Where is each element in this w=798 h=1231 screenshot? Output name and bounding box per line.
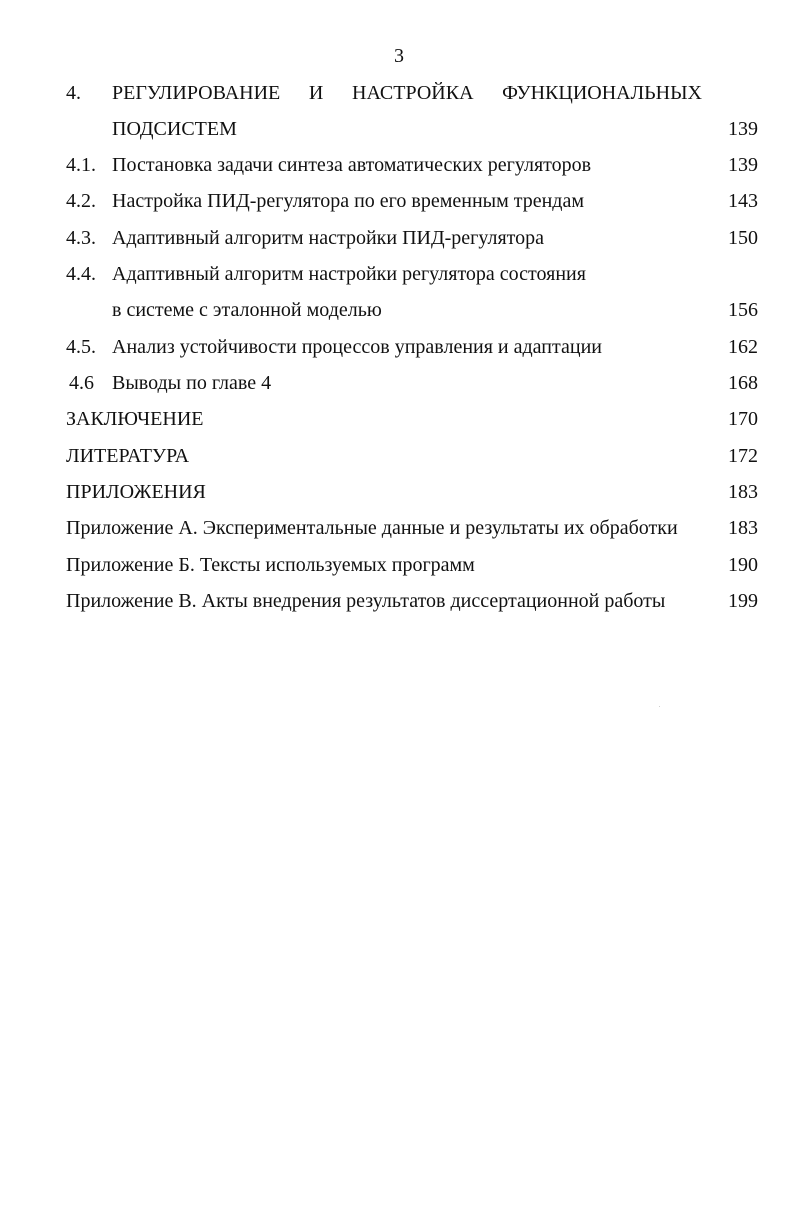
toc-entry-title: Приложение А. Экспериментальные данные и результаты их обработки	[66, 517, 678, 539]
toc-entry-cont	[66, 297, 758, 323]
toc-page-number: 156	[728, 299, 758, 321]
toc-entry	[66, 152, 758, 178]
toc-entry	[66, 588, 758, 614]
toc-entry	[66, 479, 758, 505]
toc-entry-title-cont: в системе с эталонной моделью	[112, 299, 382, 321]
toc-chapter-title-word: ФУНКЦИОНАЛЬНЫХ	[502, 82, 702, 104]
toc-entry-number: 4.5.	[66, 336, 96, 358]
toc-entry	[66, 406, 758, 432]
toc-entry-title: Приложение В. Акты внедрения результатов диссертационной работы	[66, 590, 666, 612]
toc-page-number: 172	[728, 445, 758, 467]
toc-entry-title: Анализ устойчивости процессов управления и адаптации	[112, 336, 602, 358]
toc-entry	[66, 370, 758, 396]
toc-chapter-number: 4.	[66, 82, 81, 104]
toc-page-number: 143	[728, 190, 758, 212]
toc-entry-number: 4.6	[69, 372, 94, 394]
toc-entry-title: Выводы по главе 4	[112, 372, 272, 394]
toc-entry-title: Приложение Б. Тексты используемых программ	[66, 554, 475, 576]
toc-page-number: 168	[728, 372, 758, 394]
toc-entry-title: ЗАКЛЮЧЕНИЕ	[66, 408, 204, 430]
toc-chapter-title-word: НАСТРОЙКА	[352, 82, 474, 104]
toc-entry	[66, 188, 758, 214]
toc-chapter-title-word: И	[308, 82, 324, 104]
toc-page-number: 150	[728, 227, 758, 249]
toc-entry	[66, 515, 758, 541]
toc-entry-title: Постановка задачи синтеза автоматических регуляторов	[112, 154, 592, 176]
toc-entry-number: 4.1.	[66, 154, 96, 176]
toc-chapter-title-cont: ПОДСИСТЕМ	[112, 118, 237, 140]
toc-chapter-heading	[66, 80, 758, 106]
toc-entry-title: Адаптивный алгоритм настройки регулятора состояния	[112, 263, 586, 285]
toc-chapter-title-word: РЕГУЛИРОВАНИЕ	[112, 82, 281, 104]
toc-entry-number: 4.4.	[66, 263, 96, 285]
toc-entry-number: 4.2.	[66, 190, 96, 212]
toc-entry	[66, 552, 758, 578]
toc-chapter-title	[112, 80, 702, 106]
toc-page-number: 199	[728, 590, 758, 612]
toc-entry	[66, 225, 758, 251]
scan-speck	[659, 706, 660, 707]
toc-page-number: 183	[728, 481, 758, 503]
toc-entry-title: Адаптивный алгоритм настройки ПИД-регулятора	[112, 227, 544, 249]
toc-page-number: 162	[728, 336, 758, 358]
toc-entry	[66, 261, 758, 287]
toc-entry	[66, 443, 758, 469]
toc-chapter-heading-cont	[66, 116, 758, 142]
toc-entry	[66, 334, 758, 360]
page-number: 3	[394, 45, 404, 67]
toc-page-number: 139	[728, 118, 758, 140]
toc-entry-title: ЛИТЕРАТУРА	[66, 445, 190, 467]
toc-page-number: 190	[728, 554, 758, 576]
toc-entry-title: ПРИЛОЖЕНИЯ	[66, 481, 206, 503]
toc-page-number: 183	[728, 517, 758, 539]
toc-entry-title: Настройка ПИД-регулятора по его временным трендам	[112, 190, 585, 212]
toc-page-number: 139	[728, 154, 758, 176]
toc-page-number: 170	[728, 408, 758, 430]
toc-entry-number: 4.3.	[66, 227, 96, 249]
